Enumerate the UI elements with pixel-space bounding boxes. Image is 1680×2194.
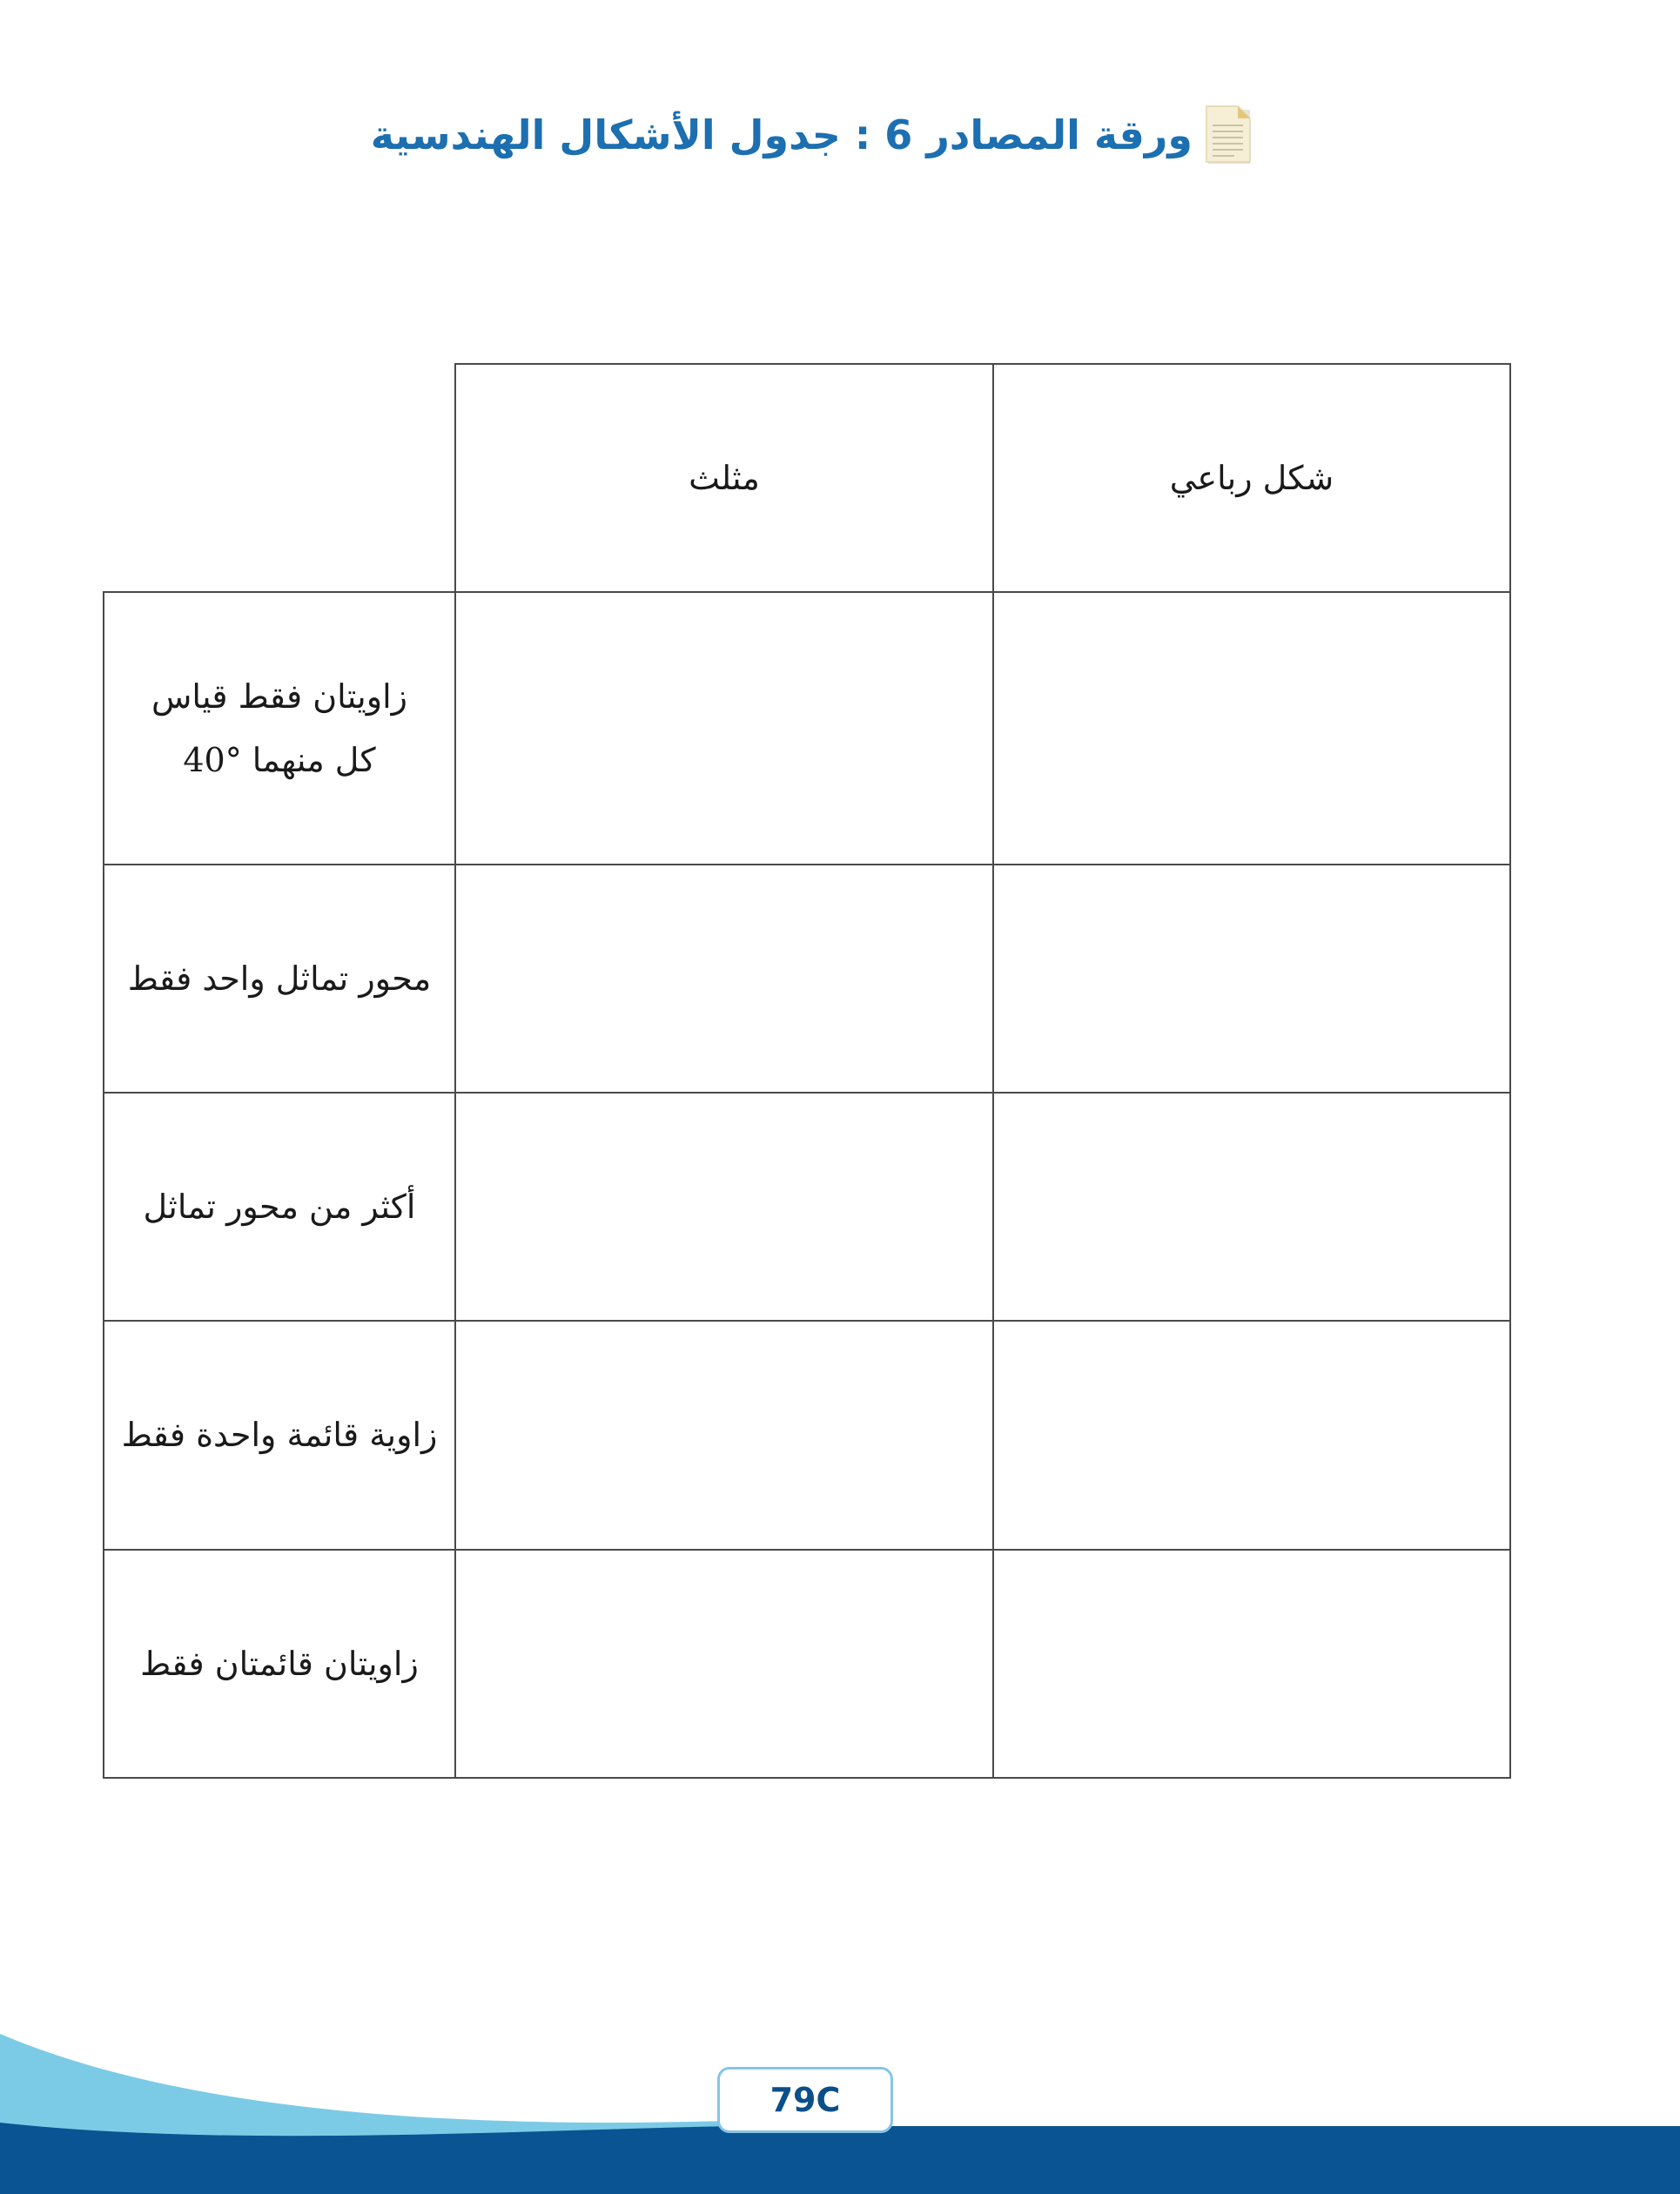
- page-header: [0, 98, 1680, 167]
- page-number-badge: [717, 2067, 893, 2133]
- page-number: 79C: [769, 2081, 841, 2119]
- table-row: [104, 592, 1510, 865]
- answer-cell-triangle[interactable]: [455, 1321, 993, 1550]
- row-label-one-right-angle: زاوية قائمة واحدة فقط: [104, 1321, 455, 1550]
- table-row: [104, 1550, 1510, 1778]
- row-label-one-symmetry-axis: محور تماثل واحد فقط: [104, 865, 455, 1093]
- table-row: [104, 1093, 1510, 1321]
- answer-cell-triangle[interactable]: [455, 1093, 993, 1321]
- row-label-line: زاويتان فقط قياس: [151, 677, 407, 717]
- table-header-row: [104, 364, 1510, 592]
- table-row: [104, 1321, 1510, 1550]
- answer-cell-quadrilateral[interactable]: [993, 865, 1510, 1093]
- page-title: ورقة المصادر 6 : جدول الأشكال الهندسية: [370, 111, 1193, 158]
- shapes-table: [103, 363, 1511, 1779]
- answer-cell-quadrilateral[interactable]: [993, 1093, 1510, 1321]
- row-label-two-angles-40: [104, 592, 455, 865]
- row-label-multiple-symmetry-axes: أكثر من محور تماثل: [104, 1093, 455, 1321]
- table-corner-blank: [104, 364, 455, 592]
- column-header-quadrilateral: شكل رباعي: [993, 364, 1510, 592]
- column-header-triangle: مثلث: [455, 364, 993, 592]
- row-label-line: كل منهما °40: [183, 740, 376, 779]
- document-icon: [1205, 104, 1255, 167]
- answer-cell-triangle[interactable]: [455, 1550, 993, 1778]
- row-label-two-right-angles: زاويتان قائمتان فقط: [104, 1550, 455, 1778]
- answer-cell-quadrilateral[interactable]: [993, 1550, 1510, 1778]
- answer-cell-triangle[interactable]: [455, 592, 993, 865]
- answer-cell-triangle[interactable]: [455, 865, 993, 1093]
- answer-cell-quadrilateral[interactable]: [993, 1321, 1510, 1550]
- answer-cell-quadrilateral[interactable]: [993, 592, 1510, 865]
- table-row: [104, 865, 1510, 1093]
